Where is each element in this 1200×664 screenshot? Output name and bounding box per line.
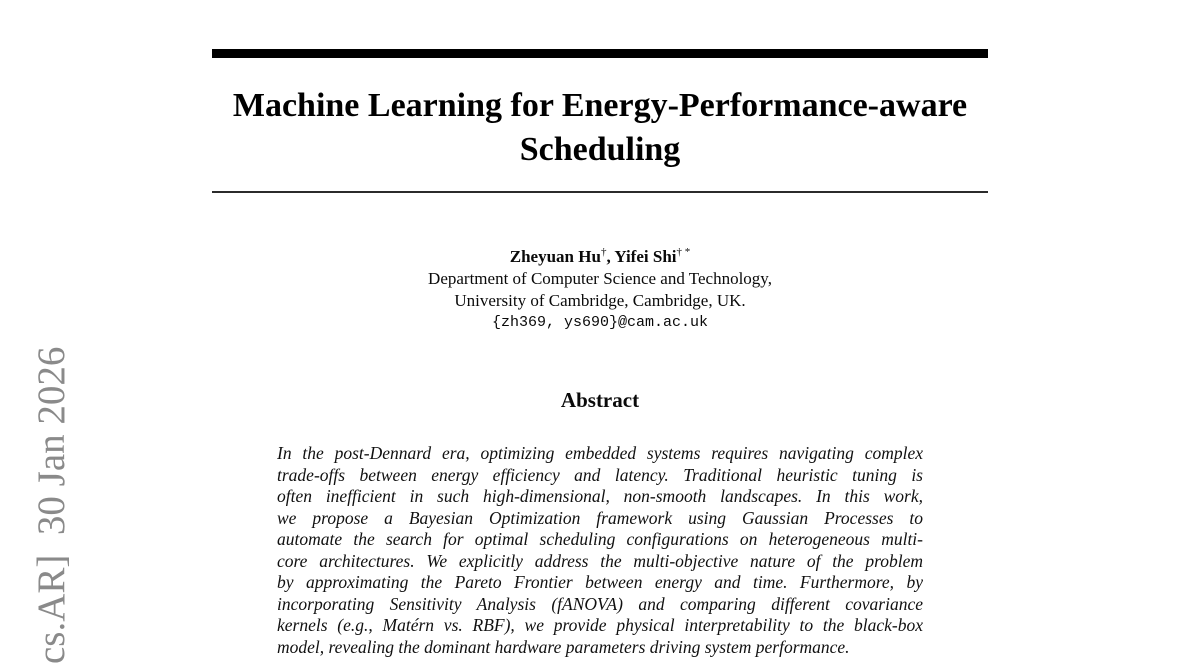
author-name-2: Yifei Shi: [614, 247, 677, 266]
abstract-line: kernels (e.g., Matérn vs. RBF), we provide physical interpretability to the black-box: [277, 615, 923, 635]
affiliation-line-1: Department of Computer Science and Technology,: [428, 269, 772, 288]
abstract-line: trade-offs between energy efficiency and latency. Traditional heuristic tuning is: [277, 464, 923, 485]
paper-title: [212, 84, 988, 172]
abstract-heading: Abstract: [560, 388, 640, 412]
authors-line: [212, 246, 988, 267]
title-separator-rule: [212, 191, 988, 193]
abstract-line: automate the search for optimal scheduling configurations on heterogeneous multi-: [277, 529, 923, 549]
paper-title-line-1: Machine Learning for Energy-Performance-aware: [232, 87, 968, 124]
paper-title-line-2: Scheduling: [519, 131, 681, 168]
author-1-dagger-mark: †: [600, 246, 607, 258]
abstract-line: we propose a Bayesian Optimization framework using Gaussian Processes to: [277, 507, 923, 528]
authors-separator: ,: [606, 247, 615, 266]
affiliation-line-2: University of Cambridge, Cambridge, UK.: [454, 291, 746, 310]
title-top-bar: [212, 49, 988, 58]
abstract-line: In the post-Dennard era, optimizing embedded systems requires navigating complex: [277, 443, 923, 463]
author-2-dagger-asterisk-mark: † *: [676, 246, 691, 258]
abstract-line: often inefficient in such high-dimensional, non-smooth landscapes. In this work,: [277, 486, 923, 506]
abstract-line: incorporating Sensitivity Analysis (fANOVA) and comparing different covariance: [277, 593, 923, 614]
abstract-line: model, revealing the dominant hardware parameters driving system performance.: [277, 636, 850, 657]
abstract-line: by approximating the Pareto Frontier between energy and time. Furthermore, by: [277, 572, 923, 592]
arxiv-stamp: cs.AR] 30 Jan 2026: [30, 346, 73, 664]
author-name-1: Zheyuan Hu: [509, 247, 601, 266]
abstract-line: core architectures. We explicitly address the multi-objective nature of the problem: [277, 550, 923, 571]
authors-email: {zh369, ys690}@cam.ac.uk: [491, 314, 709, 331]
abstract-paragraph: [277, 443, 923, 658]
